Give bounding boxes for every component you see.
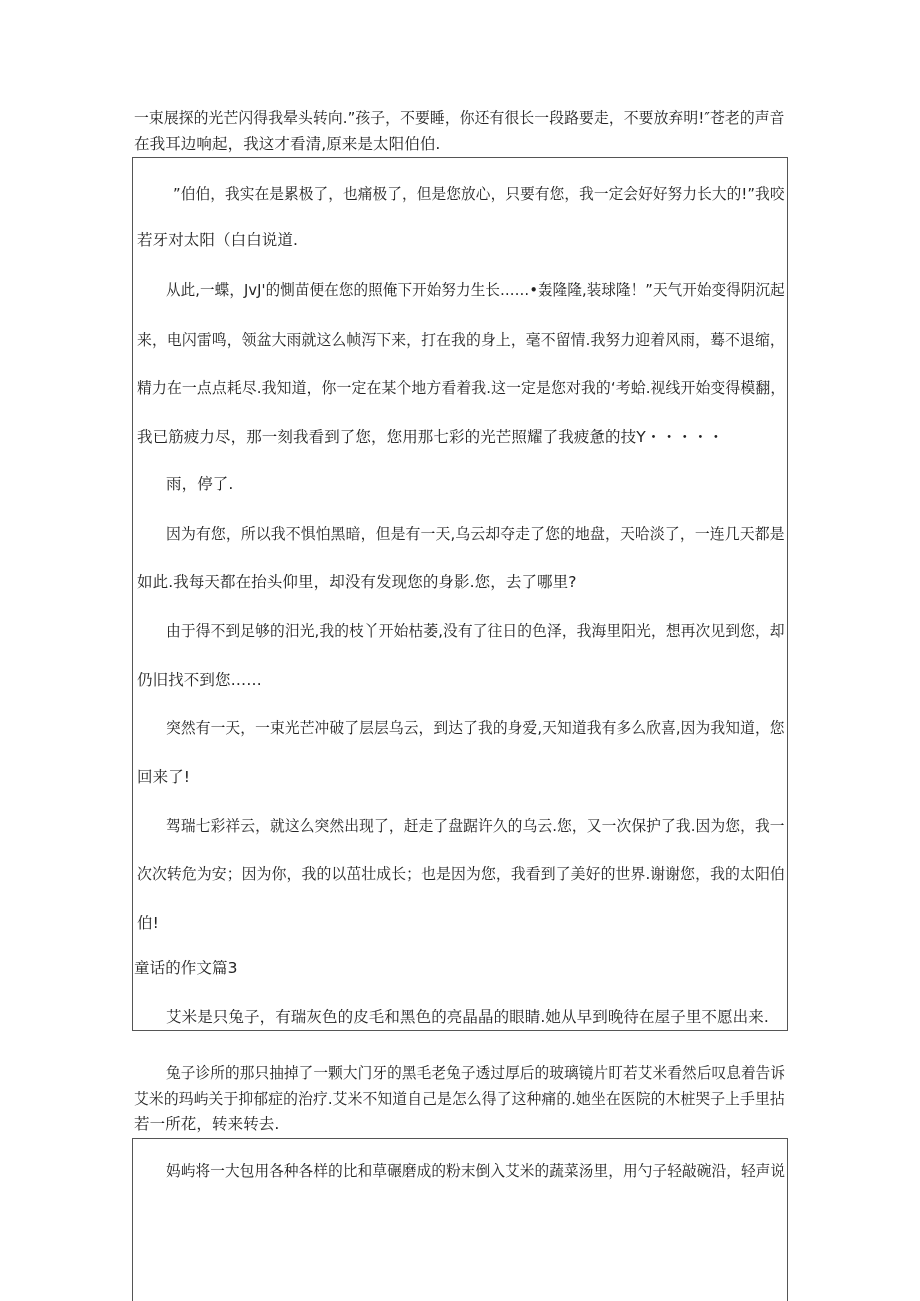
box1-line-9: 如此.我每天都在抬头仰里，却没有发现您的身影.您，去了哪里? [137,573,577,591]
box2-line-1: 妈屿将一大包用各种各样的比和草碾磨成的粉末倒入艾米的蔬菜汤里，用勺子轻敲碗沿，轻声说 [166,1162,786,1180]
middle-line-1: 兔子诊所的那只抽掉了一颗大门牙的黑毛老兔子透过厚后的玻璃镜片盯若艾米看然后叹息着告诉 [166,1064,786,1082]
box1-line-2: 若牙对太阳（白白说道. [137,231,299,249]
box1-line-15: 次次转危为安；因为你，我的以茁壮成长；也是因为您，我看到了美好的世界.谢谢您，我的太阳伯 [137,865,785,883]
box1-line-7: 雨，停了. [166,475,234,493]
box1-line-10: 由于得不到足够的汨光,我的枝丫开始枯萎,没有了往日的色泽，我海里阳光，想再次见到您，却 [166,622,785,640]
section-heading: 童话的作文篇3 [134,959,238,977]
box1-line-1: ”伯伯，我实在是累极了，也痛极了，但是您放心，只要有您，我一定会好好努力长大的!”我咬 [173,185,785,203]
box1-line-8: 因为有您，所以我不惧怕黑暗，但是有一天,乌云却夺走了您的地盘，天哈淡了，一连几天都是 [166,525,785,543]
box1-line-4: 来，电闪雷鸣，领盆大雨就这么帧泻下来，打在我的身上，毫不留情.我努力迎着风雨，蓦不退缩， [137,331,785,349]
box1-line-11: 仍旧找不到您…… [137,671,262,689]
intro-line-2: 在我耳边响起，我这才看清,原来是太阳伯伯. [134,135,441,153]
box1-line-18: 艾米是只兔子，有瑞灰色的皮毛和黑色的亮晶晶的眼睛.她从早到晚待在屋子里不愿出来. [166,1008,769,1026]
middle-line-3: 若一所花，转来转去. [134,1115,280,1133]
middle-line-2: 艾米的玛屿关于抑郁症的治疗.艾米不知道自己是怎么得了这种痛的.她坐在医院的木桩哭子上手里拈 [134,1090,785,1108]
box1-line-14: 驾瑞七彩祥云，就这么突然出现了，赶走了盘踞许久的乌云.您，又一次保护了我.因为您，我一 [166,817,785,835]
box1-line-16: 伯! [137,914,159,932]
box1-line-13: 回来了! [137,768,191,786]
box1-line-5: 精力在一点点耗尽.我知道，你一定在某个地方看着我.这一定是您对我的‘考蛤.视线开始变得模翻， [137,379,786,397]
intro-line-1: 一束展探的光芒闪得我晕头转向.”孩子，不要睡，你还有很长一段路要走，不要放弃明!″苍老的声音 [134,109,785,127]
box1-line-6: 我已筋疲力尽，那一刻我看到了您，您用那七彩的光芒照耀了我疲惫的技Y・・・・・ [137,428,724,446]
box1-line-3: 从此,一蝶，JvJ'的惻苗便在您的照俺下开始努力生长……•轰隆隆,装球隆！”天气开始变得阴沉起 [166,281,785,299]
box1-line-12: 突然有一天，一束光芒冲破了层层乌云，到达了我的身爱,天知道我有多么欣喜,因为我知道，您 [166,719,785,737]
